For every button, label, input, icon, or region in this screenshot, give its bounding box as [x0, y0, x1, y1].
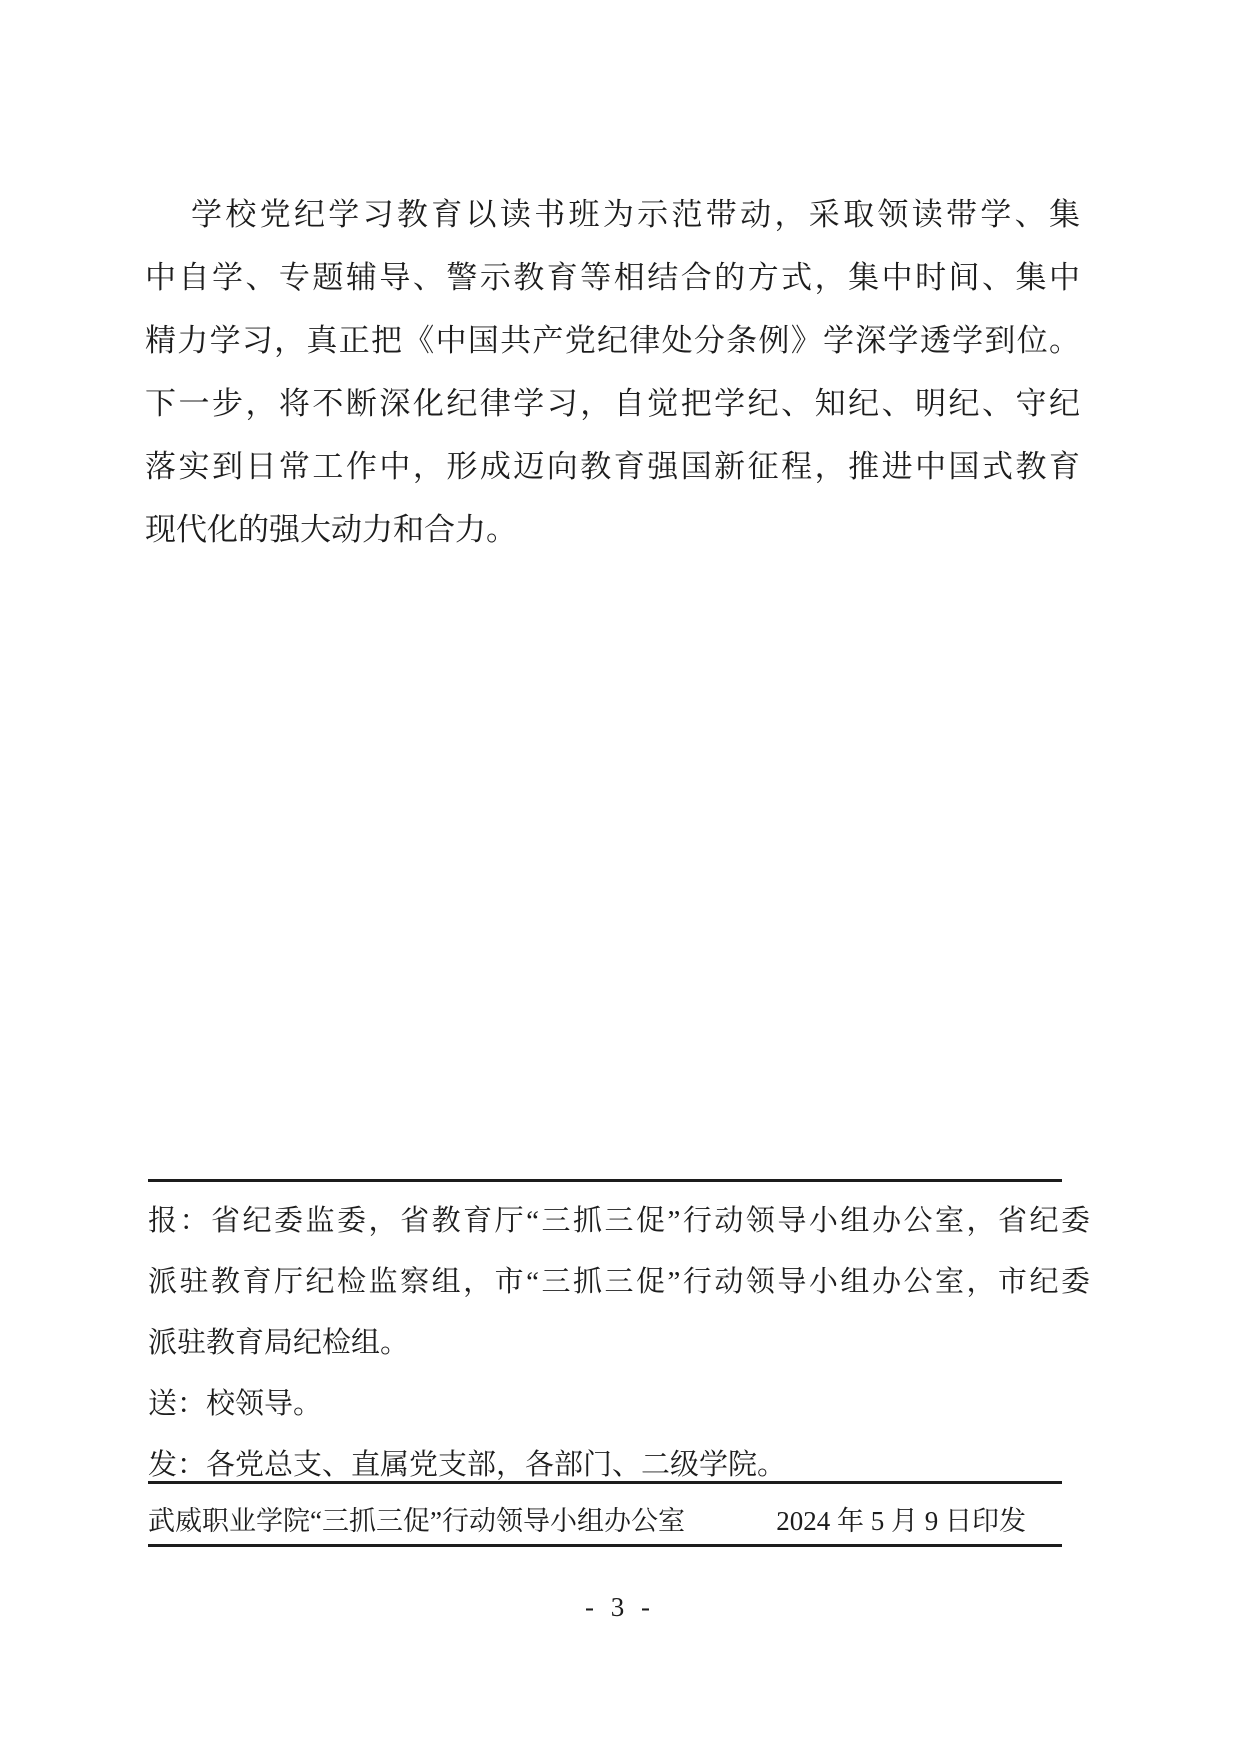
body-paragraph	[145, 183, 1080, 561]
distribution-line-bao: 派驻教育局纪检组。	[148, 1327, 410, 1359]
page-number: - 3 -	[585, 1592, 655, 1622]
colophon-issuer: 武威职业学院“三抓三促”行动领导小组办公室	[148, 1505, 685, 1536]
separator-rule-top	[148, 1179, 1062, 1182]
colophon-row	[148, 1492, 1026, 1544]
body-line: 中自学、专题辅导、警示教育等相结合的方式，集中时间、集中	[145, 260, 1080, 295]
body-line: 学校党纪学习教育以读书班为示范带动，采取领读带学、集	[191, 197, 1080, 232]
colophon-print-date: 2024 年 5 月 9 日印发	[776, 1505, 1026, 1536]
body-line: 现代化的强大动力和合力。	[145, 512, 517, 547]
body-line: 精力学习，真正把《中国共产党纪律处分条例》学深学透学到位。	[145, 323, 1080, 358]
separator-rule-bottom	[148, 1544, 1062, 1547]
body-line: 下一步，将不断深化纪律学习，自觉把学纪、知纪、明纪、守纪	[145, 386, 1080, 421]
distribution-line-bao: 报：省纪委监委，省教育厅“三抓三促”行动领导小组办公室，省纪委	[148, 1205, 1090, 1237]
body-line: 落实到日常工作中，形成迈向教育强国新征程，推进中国式教育	[145, 449, 1080, 484]
distribution-line-song: 送：校领导。	[148, 1388, 323, 1420]
distribution-line-bao: 派驻教育厅纪检监察组，市“三抓三促”行动领导小组办公室，市纪委	[148, 1266, 1090, 1298]
distribution-block	[148, 1191, 1090, 1496]
distribution-line-fa: 发：各党总支、直属党支部，各部门、二级学院。	[148, 1449, 787, 1481]
separator-rule-middle	[148, 1481, 1062, 1484]
